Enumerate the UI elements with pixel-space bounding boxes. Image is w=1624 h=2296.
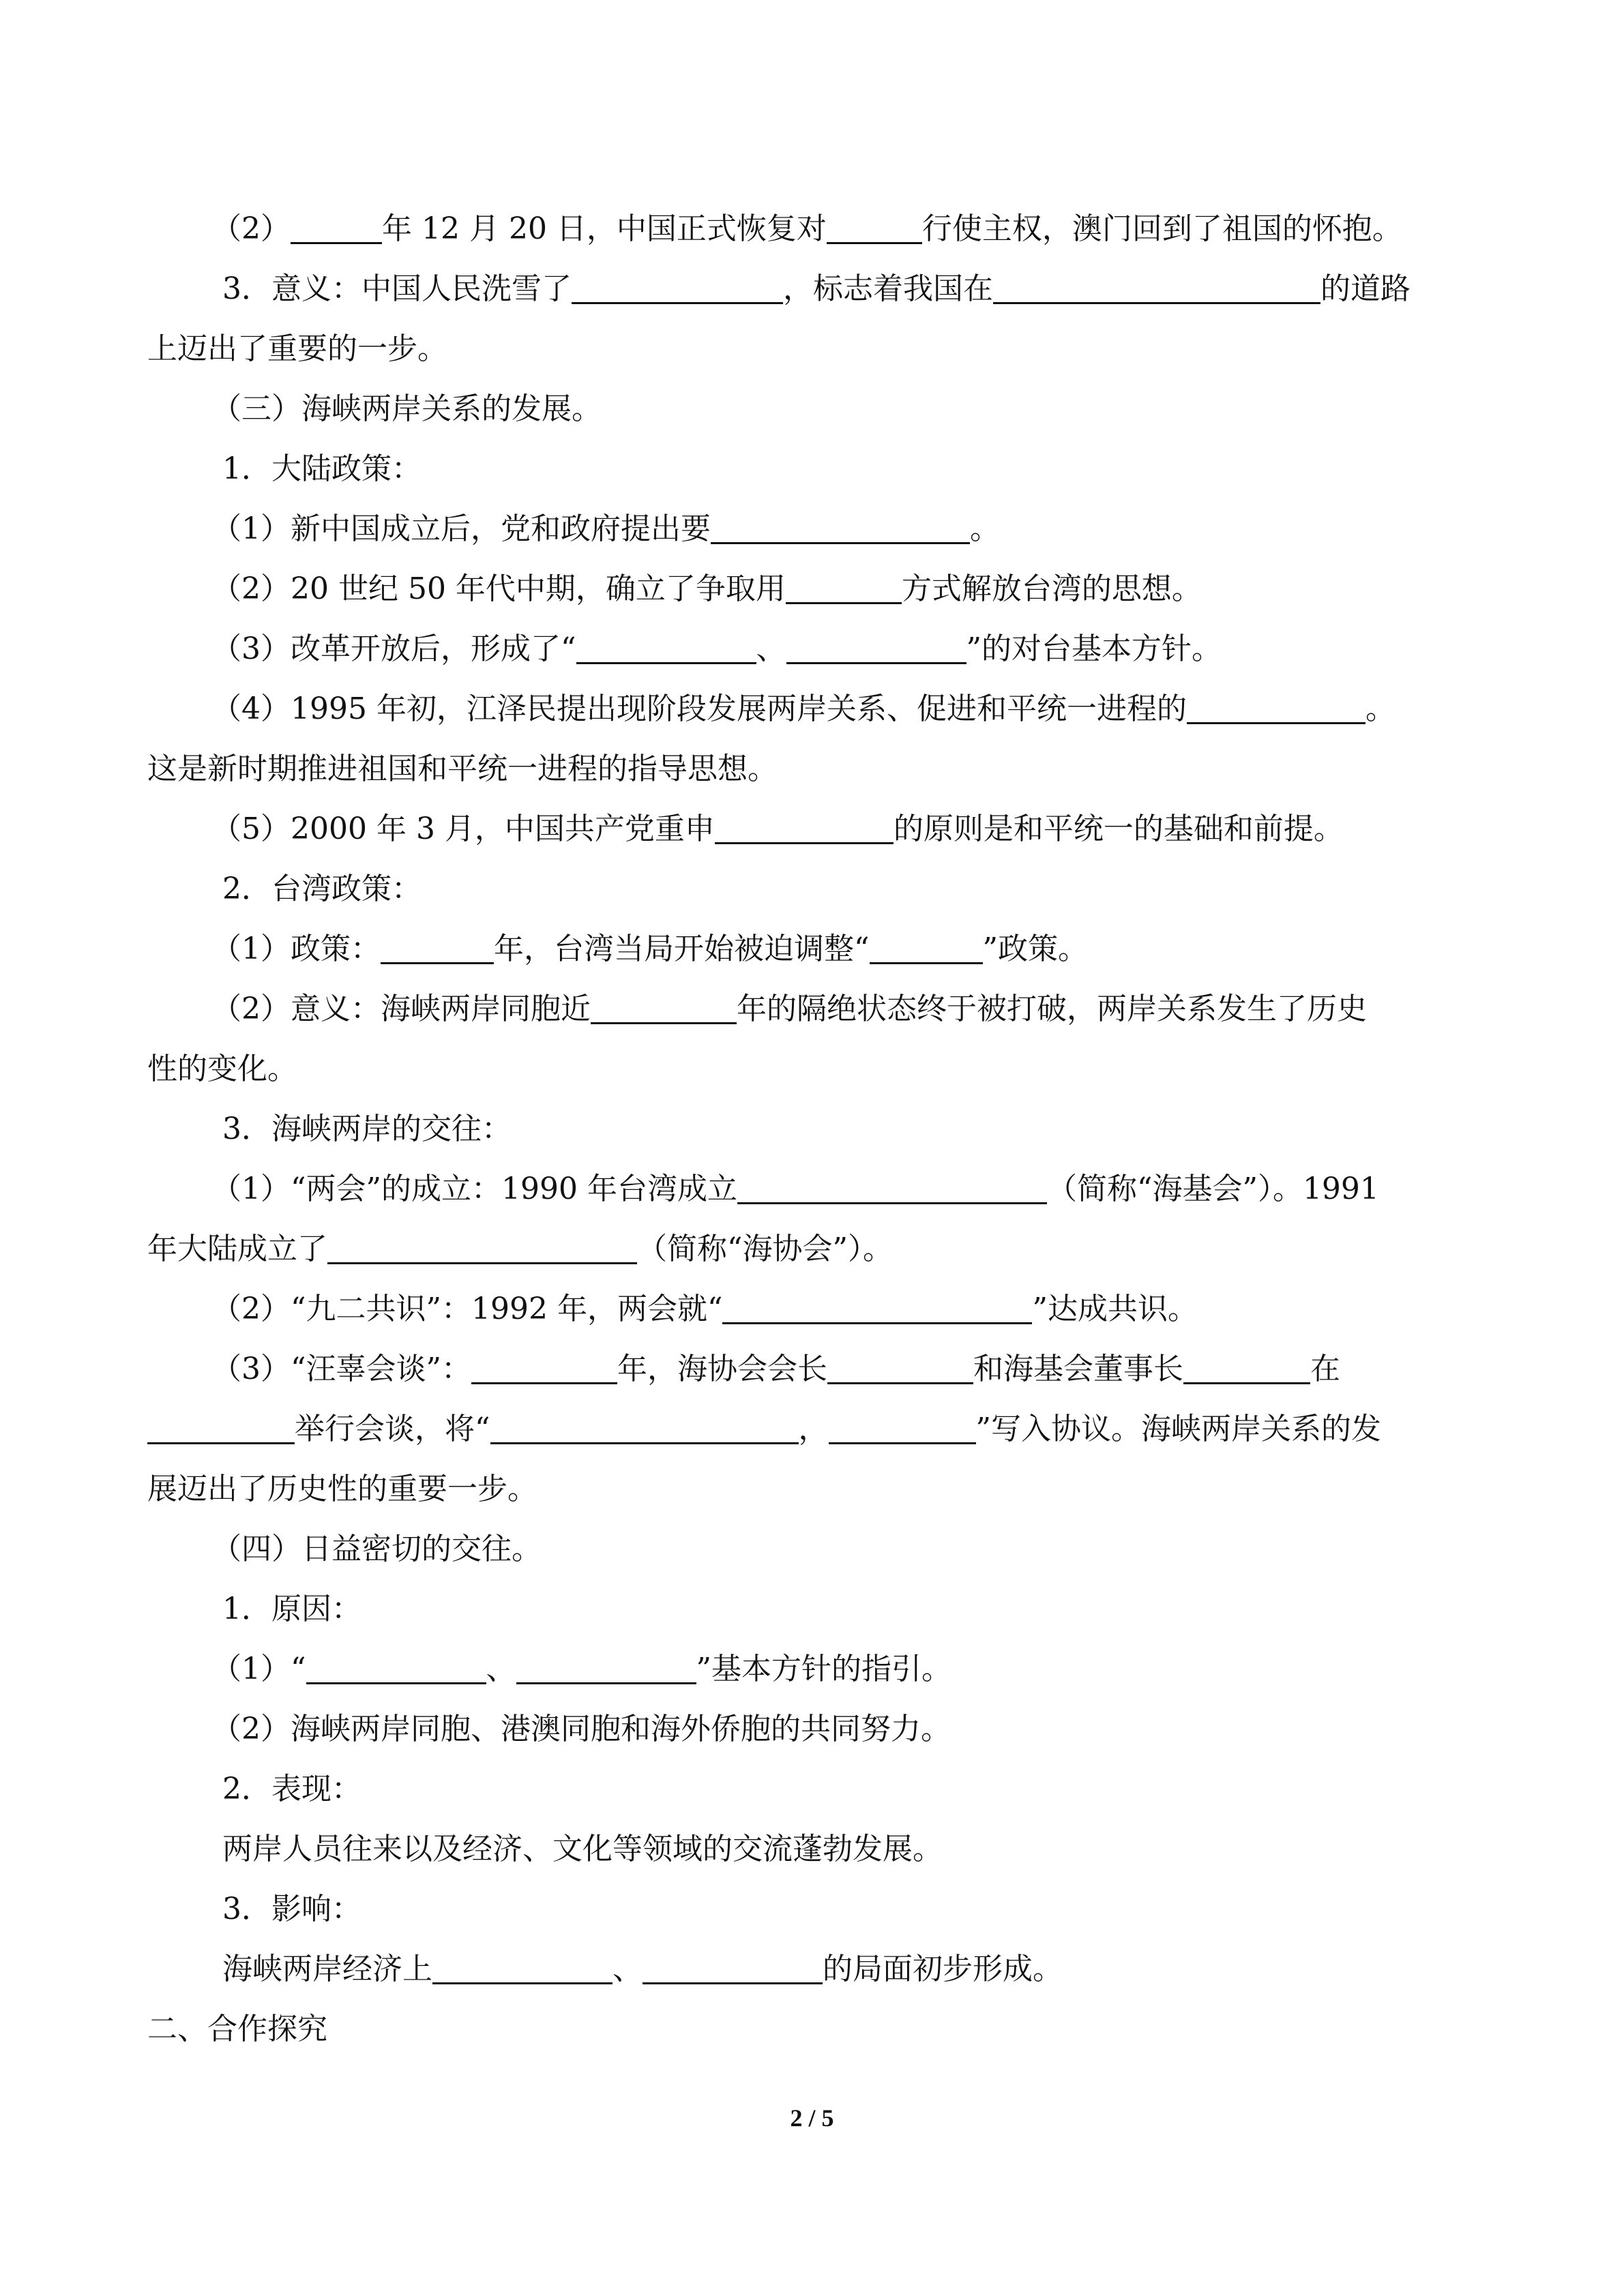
line-cause-1	[147, 1639, 1477, 1699]
fill-blank[interactable]	[471, 1351, 617, 1384]
fill-blank[interactable]	[327, 1231, 637, 1264]
fill-blank[interactable]	[291, 211, 382, 244]
line-macau-sovereignty	[147, 199, 1477, 259]
line-policy-5	[147, 799, 1477, 859]
text-segment: 上迈出了重要的一步。	[147, 331, 447, 366]
text-segment: 二、合作探究	[147, 2012, 327, 2046]
text-segment: 和海基会董事长	[973, 1352, 1183, 1386]
text-segment: ”写入协议。海峡两岸关系的发	[975, 1412, 1381, 1446]
text-segment: （3）“汪辜会谈”：	[211, 1352, 471, 1386]
line-significance-cont	[147, 319, 1477, 379]
fill-blank[interactable]	[829, 1411, 976, 1444]
text-segment: （2）“九二共识”：1992 年，两会就“	[211, 1292, 723, 1326]
text-segment: 这是新时期推进祖国和平统一进程的指导思想。	[147, 751, 778, 786]
text-segment: （三）海峡两岸关系的发展。	[211, 391, 602, 426]
line-significance	[147, 259, 1477, 319]
subheading-mainland-policy	[147, 439, 1477, 499]
text-segment: 3．海峡两岸的交往：	[222, 1112, 512, 1146]
fill-blank[interactable]	[786, 631, 966, 664]
text-segment: （四）日益密切的交往。	[211, 1532, 542, 1566]
text-segment: 在	[1310, 1352, 1340, 1386]
line-taiwan-1	[147, 919, 1477, 979]
fill-blank[interactable]	[870, 931, 983, 964]
line-impact	[147, 1939, 1477, 1999]
text-segment: 。	[1365, 691, 1396, 726]
fill-blank[interactable]	[147, 1411, 295, 1444]
text-segment: ”的对台基本方针。	[966, 631, 1222, 666]
text-segment: 3．影响：	[222, 1892, 361, 1926]
text-segment: （1）政策：	[211, 931, 381, 966]
subheading-manifestation	[147, 1759, 1477, 1819]
text-segment: 年 12 月 20 日，中国正式恢复对	[382, 211, 827, 246]
line-policy-2	[147, 559, 1477, 619]
line-exchange-1	[147, 1159, 1477, 1219]
text-segment: （4）1995 年初，江泽民提出现阶段发展两岸关系、促进和平统一进程的	[211, 691, 1187, 726]
text-segment: 2．表现：	[222, 1772, 361, 1806]
fill-blank[interactable]	[432, 1951, 612, 1984]
text-segment: 性的变化。	[147, 1052, 297, 1086]
text-segment: 、	[612, 1952, 643, 1986]
text-segment: 方式解放台湾的思想。	[901, 571, 1202, 606]
line-cause-2	[147, 1699, 1477, 1759]
fill-blank[interactable]	[786, 571, 902, 604]
text-segment: 海峡两岸经济上	[222, 1952, 432, 1986]
subheading-taiwan-policy	[147, 859, 1477, 919]
line-exchange-2	[147, 1279, 1477, 1339]
text-segment: 年，台湾当局开始被迫调整“	[494, 931, 870, 966]
text-segment: 、	[756, 631, 786, 666]
text-segment: 的局面初步形成。	[823, 1952, 1063, 1986]
text-segment: 、	[486, 1652, 516, 1686]
text-segment: ”政策。	[982, 931, 1088, 966]
line-exchange-3	[147, 1339, 1477, 1399]
section-heading-cooperation	[147, 1999, 1477, 2059]
fill-blank[interactable]	[827, 1351, 973, 1384]
fill-blank[interactable]	[827, 211, 922, 244]
text-segment: ”基本方针的指引。	[696, 1652, 951, 1686]
fill-blank[interactable]	[381, 931, 494, 964]
fill-blank[interactable]	[306, 1651, 486, 1684]
text-segment: （1）“两会”的成立：1990 年台湾成立	[211, 1172, 737, 1206]
fill-blank[interactable]	[722, 1291, 1032, 1324]
line-manifestation	[147, 1819, 1477, 1879]
section-heading-close-exchanges	[147, 1519, 1477, 1579]
text-segment: 1．大陆政策：	[222, 451, 422, 486]
text-segment: 3．意义：中国人民洗雪了	[222, 271, 572, 306]
text-segment: （2）海峡两岸同胞、港澳同胞和海外侨胞的共同努力。	[211, 1712, 951, 1746]
text-segment: （2）意义：海峡两岸同胞近	[211, 992, 591, 1026]
fill-blank[interactable]	[737, 1171, 1047, 1204]
text-segment: ，标志着我国在	[783, 271, 993, 306]
fill-blank[interactable]	[591, 991, 737, 1024]
text-segment: （1）“	[211, 1652, 306, 1686]
worksheet-body	[147, 199, 1477, 2059]
fill-blank[interactable]	[516, 1651, 696, 1684]
text-segment: 。	[970, 511, 1000, 546]
text-segment: 行使主权，澳门回到了祖国的怀抱。	[921, 211, 1402, 246]
text-segment: 举行会谈，将“	[295, 1412, 490, 1446]
subheading-impact	[147, 1879, 1477, 1939]
fill-blank[interactable]	[993, 271, 1320, 304]
page-number: 2 / 5	[790, 2104, 834, 2132]
text-segment: （2）20 世纪 50 年代中期，确立了争取用	[211, 571, 786, 606]
fill-blank[interactable]	[490, 1411, 799, 1444]
text-segment: ”达成共识。	[1032, 1292, 1198, 1326]
fill-blank[interactable]	[572, 271, 783, 304]
text-segment: ，	[798, 1412, 829, 1446]
line-policy-3	[147, 619, 1477, 679]
fill-blank[interactable]	[1183, 1351, 1310, 1384]
text-segment: 年大陆成立了	[147, 1232, 327, 1266]
line-exchange-3-cont	[147, 1399, 1477, 1459]
line-taiwan-2-cont	[147, 1039, 1477, 1099]
text-segment: 1．原因：	[222, 1592, 361, 1626]
text-segment: （2）	[211, 211, 291, 246]
text-segment: 展迈出了历史性的重要一步。	[147, 1472, 537, 1506]
section-heading-cross-strait	[147, 379, 1477, 439]
text-segment: 年，海协会会长	[617, 1352, 827, 1386]
line-policy-4-cont	[147, 739, 1477, 799]
text-segment: 年的隔绝状态终于被打破，两岸关系发生了历史	[737, 992, 1367, 1026]
text-segment: 2．台湾政策：	[222, 871, 422, 906]
line-exchange-1-cont	[147, 1219, 1477, 1279]
text-segment: （1）新中国成立后，党和政府提出要	[211, 511, 711, 546]
text-segment: 的原则是和平统一的基础和前提。	[893, 811, 1344, 846]
line-policy-1	[147, 499, 1477, 559]
subheading-causes	[147, 1579, 1477, 1639]
fill-blank[interactable]	[1187, 691, 1365, 724]
text-segment: （简称“海协会”）。	[637, 1232, 893, 1266]
fill-blank[interactable]	[715, 811, 894, 844]
fill-blank[interactable]	[576, 631, 756, 664]
subheading-exchanges	[147, 1099, 1477, 1159]
text-segment: 的道路	[1320, 271, 1411, 306]
line-taiwan-2	[147, 979, 1477, 1039]
text-segment: 两岸人员往来以及经济、文化等领域的交流蓬勃发展。	[222, 1832, 943, 1866]
text-segment: （5）2000 年 3 月，中国共产党重申	[211, 811, 715, 846]
text-segment: （3）改革开放后，形成了“	[211, 631, 576, 666]
text-segment: （简称“海基会”）。1991	[1046, 1172, 1379, 1206]
line-policy-4	[147, 679, 1477, 739]
fill-blank[interactable]	[643, 1951, 823, 1984]
line-exchange-3-end	[147, 1459, 1477, 1519]
fill-blank[interactable]	[711, 511, 970, 544]
